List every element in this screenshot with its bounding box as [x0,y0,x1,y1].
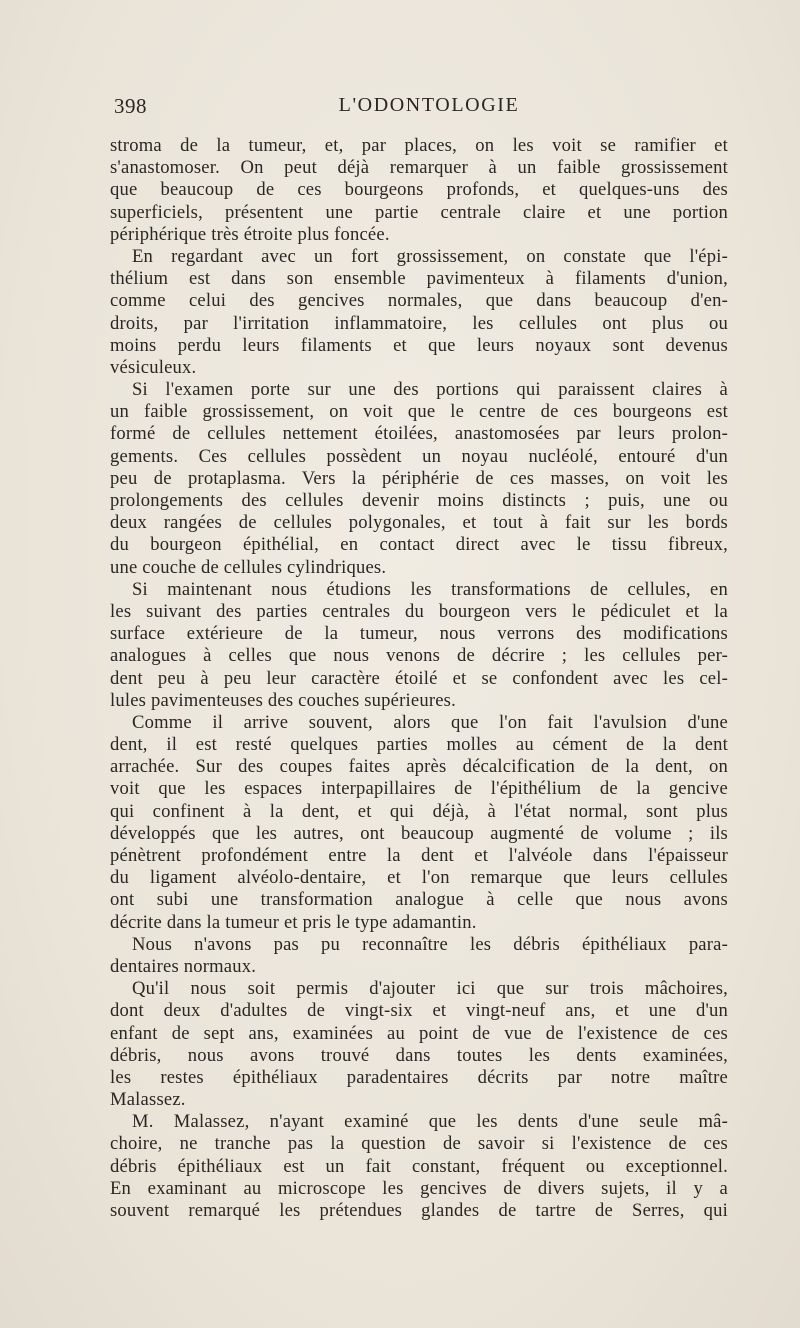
text-line: analogues à celles que nous venons de décrire ; les cellules per- [110,645,728,667]
text-line: formé de cellules nettement étoilées, anastomosées par leurs prolon- [110,423,728,445]
text-line: ont subi une transformation analogue à celle que nous avons [110,889,728,911]
text-line: prolongements des cellules devenir moins distincts ; puis, une ou [110,490,728,511]
text-line: voit que les espaces interpapillaires de l'épithélium de la gencive [110,778,728,800]
text-line: Si maintenant nous étudions les transformations de cellules, en [132,578,728,600]
text-line: du bourgeon épithélial, en contact direct avec le tissu fibreux, [110,534,728,556]
text-line: débris épithéliaux est un fait constant, fréquent ou exceptionnel. [110,1155,728,1177]
text-line: que beaucoup de ces bourgeons profonds, et quelques-uns des [110,179,728,201]
text-line: enfant de sept ans, examinées au point de vue de l'existence de ces [110,1022,728,1044]
text-line: Comme il arrive souvent, alors que l'on fait l'avulsion d'une [132,711,728,733]
text-line: moins perdu leurs filaments et que leurs noyaux sont devenus [110,334,728,356]
text-line: une couche de cellules cylindriques. [110,556,387,578]
body-text [110,135,728,1222]
text-line: peu de protaplasma. Vers la périphérie de ces masses, on voit les [110,467,728,489]
text-line: vésiculeux. [110,356,197,378]
text-line: un faible grossissement, on voit que le centre de ces bourgeons est [110,401,728,423]
text-line: débris, nous avons trouvé dans toutes les dents examinées, [110,1044,728,1066]
text-line: qui confinent à la dent, et qui déjà, à l'état normal, sont plus [110,800,728,822]
text-line: dent peu à peu leur caractère étoilé et se confondent avec les cel- [110,667,728,689]
text-line: Qu'il nous soit permis d'ajouter ici que sur trois mâchoires, [132,978,728,1000]
text-line: En regardant avec un fort grossissement, on constate que l'épi- [132,245,728,267]
text-line: décrite dans la tumeur et pris le type adamantin. [110,911,477,933]
text-line: du ligament alvéolo-dentaire, et l'on remarque que leurs cellules [110,867,728,889]
text-line: dent, il est resté quelques parties molles au cément de la dent [110,734,728,756]
running-title: L'ODONTOLOGIE [338,94,520,116]
text-line: droits, par l'irritation inflammatoire, les cellules ont plus ou [110,312,728,334]
text-line: thélium est dans son ensemble pavimenteux à filaments d'union, [110,268,728,290]
text-line: surface extérieure de la tumeur, nous verrons des modifications [110,623,728,645]
running-head [108,94,730,124]
text-line: M. Malassez, n'ayant examiné que les dents d'une seule mâ- [132,1111,728,1133]
text-line: lules pavimenteuses des couches supérieures. [110,689,456,711]
text-line: choire, ne tranche pas la question de savoir si l'existence de ces [110,1133,728,1155]
text-line: comme celui des gencives normales, que dans beaucoup d'en- [110,290,728,312]
text-line: stroma de la tumeur, et, par places, on les voit se ramifier et [110,135,728,156]
text-line: pénètrent profondément entre la dent et l'alvéole dans l'épaisseur [110,845,728,866]
text-line: Malassez. [110,1089,186,1111]
text-line: gements. Ces cellules possèdent un noyau nucléolé, entouré d'un [110,445,728,467]
text-line: dentaires normaux. [110,955,257,977]
text-line: s'anastomoser. On peut déjà remarquer à un faible grossissement [110,157,728,179]
text-line: souvent remarqué les prétendues glandes de tartre de Serres, qui [110,1200,728,1221]
text-line: les restes épithéliaux paradentaires décrits par notre maître [110,1066,728,1088]
text-line: deux rangées de cellules polygonales, et tout à fait sur les bords [110,512,728,534]
text-line: superficiels, présentent une partie centrale claire et une portion [110,201,728,223]
text-line: dont deux d'adultes de vingt-six et vingt-neuf ans, et une d'un [110,1000,728,1022]
text-line: En examinant au microscope les gencives de divers sujets, il y a [110,1177,728,1199]
text-line: Nous n'avons pas pu reconnaître les débris épithéliaux para- [132,933,728,955]
page-number: 398 [114,94,147,118]
text-line: Si l'examen porte sur une des portions qui paraissent claires à [132,379,728,401]
text-line: périphérique très étroite plus foncée. [110,223,390,245]
text-line: les suivant des parties centrales du bourgeon vers le pédiculet et la [110,600,728,622]
text-line: développés que les autres, ont beaucoup augmenté de volume ; ils [110,822,728,844]
text-line: arrachée. Sur des coupes faites après décalcification de la dent, on [110,756,728,778]
